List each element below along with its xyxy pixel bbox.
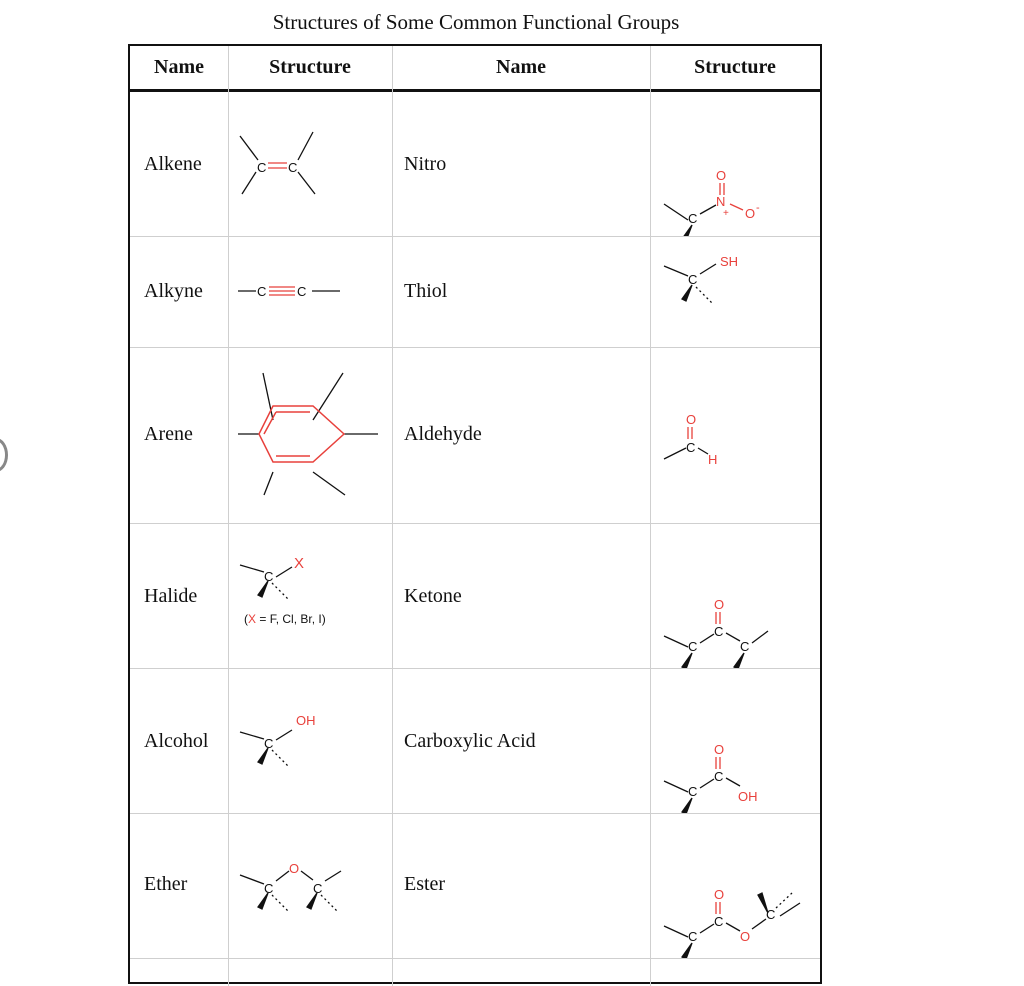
svg-text:OH: OH — [738, 789, 758, 804]
svg-text:X: X — [294, 555, 305, 572]
header-name-1: Name — [154, 56, 204, 78]
svg-text:O: O — [716, 168, 727, 183]
svg-text:C: C — [688, 784, 698, 799]
nitro-structure — [650, 92, 820, 236]
arene-structure — [228, 347, 392, 523]
left-edge-fragment — [0, 438, 8, 472]
svg-text:SH: SH — [720, 254, 739, 269]
svg-text:C: C — [686, 440, 696, 455]
aldehyde-structure — [650, 347, 820, 523]
svg-text:O: O — [714, 597, 725, 612]
thiol-structure — [650, 236, 820, 347]
group-name-carboxylic-acid: Carboxylic Acid — [404, 730, 536, 752]
group-name-nitro: Nitro — [404, 153, 447, 175]
ether-structure — [228, 813, 392, 958]
svg-text:O: O — [289, 861, 300, 876]
carboxylic-acid-structure — [650, 668, 820, 813]
svg-text:-: - — [756, 202, 760, 214]
svg-text:C: C — [688, 929, 698, 944]
group-name-alkyne: Alkyne — [144, 280, 203, 302]
group-name-thiol: Thiol — [404, 280, 448, 302]
svg-text:C: C — [688, 211, 698, 226]
svg-text:C: C — [714, 769, 724, 784]
alkyne-structure — [228, 236, 392, 347]
group-name-halide: Halide — [144, 585, 198, 607]
halide-structure — [228, 523, 392, 668]
svg-text:O: O — [686, 412, 697, 427]
svg-text:C: C — [688, 272, 698, 287]
header-structure-1: Structure — [269, 56, 351, 78]
ketone-structure — [650, 523, 820, 668]
svg-text:C: C — [264, 569, 274, 584]
group-name-ester: Ester — [404, 873, 446, 895]
svg-text:O: O — [745, 206, 756, 221]
group-name-aldehyde: Aldehyde — [404, 423, 482, 445]
page-title: Structures of Some Common Functional Groups — [272, 10, 680, 34]
svg-text:C: C — [264, 736, 274, 751]
header-structure-2: Structure — [694, 56, 776, 78]
svg-text:C: C — [714, 624, 724, 639]
ester-structure — [650, 813, 820, 958]
svg-text:C: C — [766, 907, 776, 922]
alcohol-structure — [228, 668, 392, 813]
group-name-alcohol: Alcohol — [144, 730, 209, 752]
svg-text:OH: OH — [296, 713, 316, 728]
column-divider — [392, 46, 393, 986]
svg-text:O: O — [740, 929, 751, 944]
svg-text:C: C — [264, 881, 274, 896]
svg-text:O: O — [714, 742, 725, 757]
svg-text:C: C — [257, 160, 267, 175]
svg-text:C: C — [313, 881, 323, 896]
svg-text:C: C — [257, 284, 267, 299]
svg-text:C: C — [688, 639, 698, 654]
svg-text:+: + — [723, 208, 729, 219]
svg-text:C: C — [288, 160, 298, 175]
svg-text:C: C — [740, 639, 750, 654]
svg-text:C: C — [714, 914, 724, 929]
group-name-arene: Arene — [144, 423, 193, 445]
group-name-ether: Ether — [144, 873, 188, 895]
header-name-2: Name — [496, 56, 546, 78]
group-name-alkene: Alkene — [144, 153, 202, 175]
svg-text:N: N — [716, 194, 726, 209]
svg-text:O: O — [714, 887, 725, 902]
svg-text:H: H — [708, 452, 718, 467]
functional-groups-table — [128, 44, 822, 984]
svg-text:(X = F, Cl, Br, I): (X = F, Cl, Br, I) — [244, 612, 326, 626]
table-header — [130, 46, 820, 92]
row-divider — [130, 958, 820, 959]
group-name-ketone: Ketone — [404, 585, 462, 607]
svg-text:C: C — [297, 284, 307, 299]
alkene-structure — [228, 92, 392, 236]
